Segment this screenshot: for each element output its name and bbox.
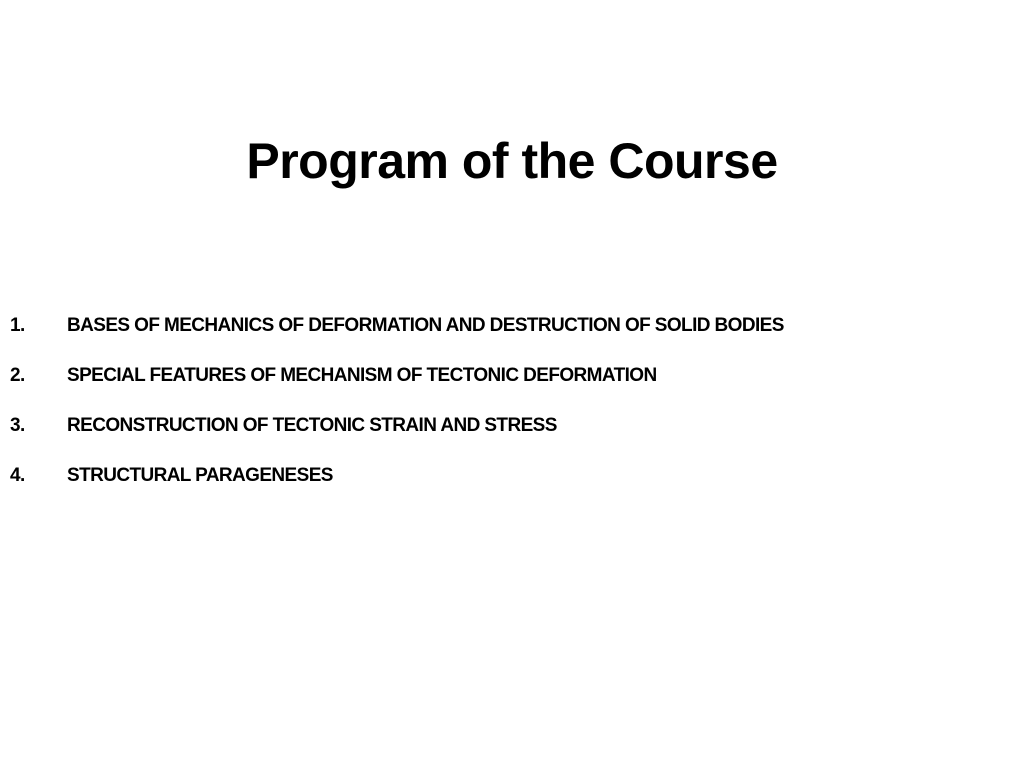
item-number: 1. — [10, 315, 25, 336]
item-text: SPECIAL FEATURES OF MECHANISM OF TECTONIC DEFORMATION — [67, 365, 657, 386]
list-item — [0, 312, 1024, 362]
item-number: 4. — [10, 465, 25, 486]
list-item — [0, 412, 1024, 462]
item-text: BASES OF MECHANICS OF DEFORMATION AND DESTRUCTION OF SOLID BODIES — [67, 315, 784, 336]
item-text: STRUCTURAL PARAGENESES — [67, 465, 333, 486]
course-program-list — [0, 312, 1024, 512]
item-number: 2. — [10, 365, 25, 386]
item-text: RECONSTRUCTION OF TECTONIC STRAIN AND STRESS — [67, 415, 557, 436]
item-number: 3. — [10, 415, 25, 436]
list-item — [0, 362, 1024, 412]
slide-title: Program of the Course — [246, 133, 778, 189]
list-item — [0, 462, 1024, 512]
